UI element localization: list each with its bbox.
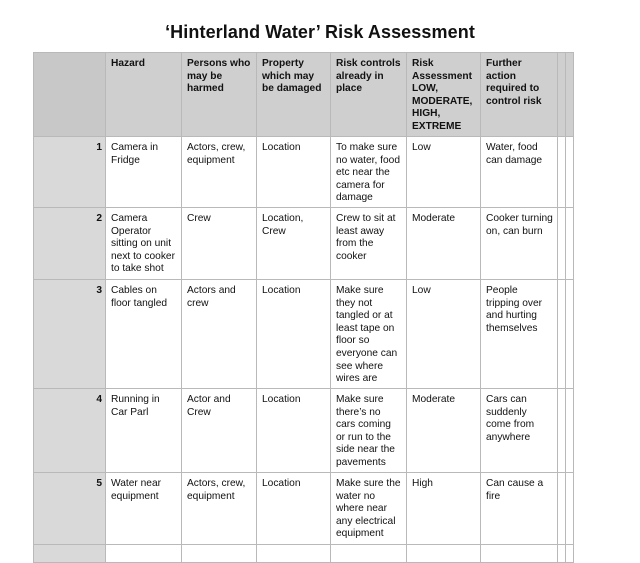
- row-number: 2: [34, 208, 106, 280]
- assessment-cell: High: [407, 473, 481, 545]
- assessment-cell: Low: [407, 137, 481, 208]
- assessment-cell: Moderate: [407, 389, 481, 473]
- property-cell: Location: [257, 137, 331, 208]
- header-hazard: Hazard: [106, 53, 182, 137]
- extra-cell: [558, 545, 566, 563]
- table-row: [34, 473, 574, 545]
- header-risk-controls: Risk controls already in place: [331, 53, 407, 137]
- extra-cell: [558, 389, 566, 473]
- document-title: ‘Hinterland Water’ Risk Assessment: [165, 22, 475, 42]
- further-action-cell: Cooker turning on, can burn: [481, 208, 558, 280]
- hazard-cell: Camera Operator sitting on unit next to cooker to take shot: [106, 208, 182, 280]
- empty-cell: [331, 545, 407, 563]
- extra-cell: [566, 280, 574, 389]
- extra-cell: [566, 208, 574, 280]
- property-cell: Location: [257, 473, 331, 545]
- empty-cell: [407, 545, 481, 563]
- table-row: [34, 280, 574, 389]
- table-row-empty: [34, 545, 574, 563]
- controls-cell: Crew to sit at least away from the cooker: [331, 208, 407, 280]
- extra-cell: [558, 280, 566, 389]
- extra-cell: [566, 389, 574, 473]
- empty-cell: [257, 545, 331, 563]
- extra-cell: [558, 208, 566, 280]
- extra-cell: [566, 137, 574, 208]
- hazard-cell: Running in Car Parl: [106, 389, 182, 473]
- empty-cell: [481, 545, 558, 563]
- persons-cell: Actors, crew, equipment: [182, 473, 257, 545]
- table-row: [34, 389, 574, 473]
- controls-cell: Make sure there’s no cars coming or run to the side near the pavements: [331, 389, 407, 473]
- property-cell: Location, Crew: [257, 208, 331, 280]
- header-extra-cell: [566, 53, 574, 137]
- row-number: 3: [34, 280, 106, 389]
- extra-cell: [566, 545, 574, 563]
- hazard-cell: Camera in Fridge: [106, 137, 182, 208]
- persons-cell: Actor and Crew: [182, 389, 257, 473]
- header-risk-assessment: Risk Assessment LOW, MODERATE, HIGH, EXTREME: [407, 53, 481, 137]
- controls-cell: To make sure no water, food etc near the camera for damage: [331, 137, 407, 208]
- further-action-cell: People tripping over and hurting themselves: [481, 280, 558, 389]
- hazard-cell: Cables on floor tangled: [106, 280, 182, 389]
- table-row: [34, 208, 574, 280]
- assessment-cell: Moderate: [407, 208, 481, 280]
- property-cell: Location: [257, 280, 331, 389]
- hazard-cell: Water near equipment: [106, 473, 182, 545]
- extra-cell: [558, 137, 566, 208]
- header-property-damaged: Property which may be damaged: [257, 53, 331, 137]
- header-further-action: Further action required to control risk: [481, 53, 558, 137]
- row-number-empty: [34, 545, 106, 563]
- table-row: [34, 137, 574, 208]
- extra-cell: [558, 473, 566, 545]
- row-number: 1: [34, 137, 106, 208]
- row-number: 4: [34, 389, 106, 473]
- table-header-row: [34, 53, 574, 137]
- header-extra-cell: [558, 53, 566, 137]
- persons-cell: Actors, crew, equipment: [182, 137, 257, 208]
- header-persons-harmed: Persons who may be harmed: [182, 53, 257, 137]
- controls-cell: Make sure the water no where near any electrical equipment: [331, 473, 407, 545]
- assessment-cell: Low: [407, 280, 481, 389]
- property-cell: Location: [257, 389, 331, 473]
- further-action-cell: Water, food can damage: [481, 137, 558, 208]
- row-number: 5: [34, 473, 106, 545]
- extra-cell: [566, 473, 574, 545]
- further-action-cell: Can cause a fire: [481, 473, 558, 545]
- persons-cell: Actors and crew: [182, 280, 257, 389]
- controls-cell: Make sure they not tangled or at least tape on floor so everyone can see where wires are: [331, 280, 407, 389]
- empty-cell: [106, 545, 182, 563]
- further-action-cell: Cars can suddenly come from anywhere: [481, 389, 558, 473]
- header-number-cell: [34, 53, 106, 137]
- risk-assessment-table: [33, 52, 574, 563]
- empty-cell: [182, 545, 257, 563]
- persons-cell: Crew: [182, 208, 257, 280]
